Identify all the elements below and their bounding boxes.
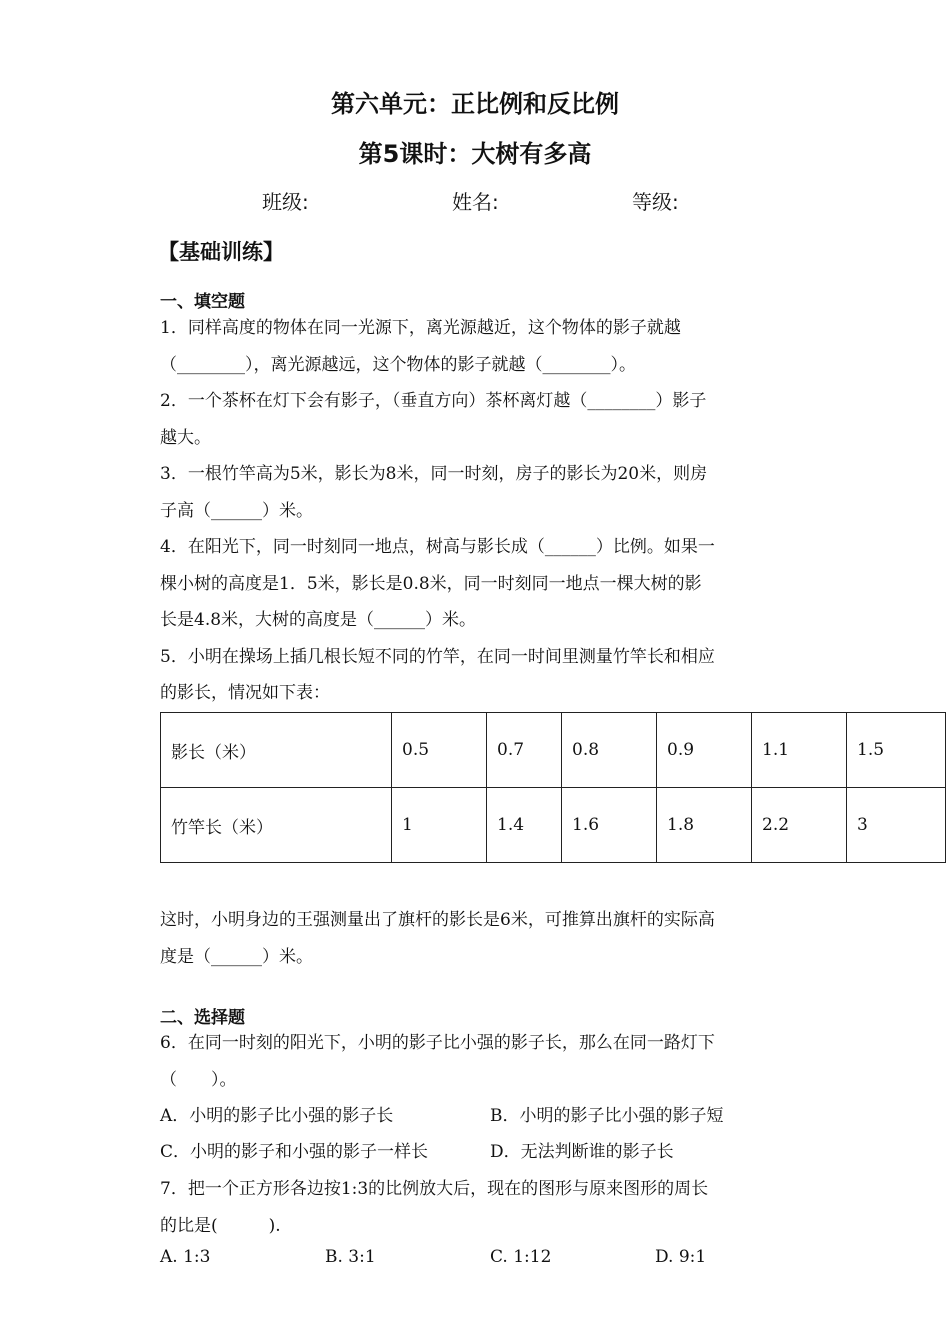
table-cell: 2.2: [752, 788, 847, 863]
text-line: 1．同样高度的物体在同一光源下，离光源越近，这个物体的影子就越: [160, 318, 681, 338]
text-line: 2．一个茶杯在灯下会有影子，（垂直方向）茶杯离灯越（________）影子: [160, 391, 707, 411]
option-7c: C. 1:12: [490, 1247, 552, 1267]
table-cell: 3: [847, 788, 946, 863]
table-cell: 0.5: [392, 713, 487, 788]
text-line: 越大。: [160, 428, 211, 448]
table-cell: 0.9: [657, 713, 752, 788]
option-7d: D. 9:1: [655, 1247, 707, 1267]
table-row: [161, 713, 946, 788]
table-cell: 1.6: [562, 788, 657, 863]
name-label: 姓名:: [452, 190, 499, 214]
text-line: 4．在阳光下，同一时刻同一地点，树高与影长成（______）比例。如果一: [160, 537, 715, 557]
table-cell: 1.8: [657, 788, 752, 863]
table-cell: 影长（米）: [161, 713, 392, 788]
unit-title: 第六单元：正比例和反比例: [331, 90, 619, 118]
choice-heading: 二、选择题: [160, 1008, 245, 1028]
text-line: （________），离光源越远，这个物体的影子就越（________）。: [160, 355, 636, 375]
section-label: 【基础训练】: [158, 240, 284, 264]
text-line: 这时，小明身边的王强测量出了旗杆的影长是6米，可推算出旗杆的实际高: [160, 910, 715, 930]
grade-label: 等级:: [632, 190, 679, 214]
text-line: 5．小明在操场上插几根长短不同的竹竿，在同一时间里测量竹竿长和相应: [160, 647, 715, 667]
table-cell: 1.1: [752, 713, 847, 788]
table-cell: 1.4: [487, 788, 562, 863]
text-line: 棵小树的高度是1．5米，影长是0.8米，同一时刻同一地点一棵大树的影: [160, 574, 702, 594]
text-line: 长是4.8米，大树的高度是（______）米。: [160, 610, 477, 630]
table-cell: 1: [392, 788, 487, 863]
question-6-stem: 6．在同一时刻的阳光下，小明的影子比小强的影子长，那么在同一路灯下: [160, 1033, 715, 1053]
class-label: 班级:: [262, 190, 309, 214]
option-6c: C．小明的影子和小强的影子一样长: [160, 1142, 429, 1162]
option-6a: A．小明的影子比小强的影子长: [160, 1106, 394, 1126]
option-6d: D．无法判断谁的影子长: [490, 1142, 674, 1162]
text-line: 的影长，情况如下表：: [160, 683, 330, 703]
table-cell: 0.8: [562, 713, 657, 788]
lesson-title: 第5课时：大树有多高: [358, 140, 592, 168]
option-6b: B．小明的影子比小强的影子短: [490, 1106, 724, 1126]
text-line: 3．一根竹竿高为5米，影长为8米，同一时刻，房子的影长为20米，则房: [160, 464, 708, 484]
table-cell: 1.5: [847, 713, 946, 788]
question-6-stem: （ ）。: [160, 1070, 237, 1090]
table-cell: 竹竿长（米）: [161, 788, 392, 863]
option-7a: A. 1:3: [160, 1247, 211, 1267]
question-7-stem: 7．把一个正方形各边按1:3的比例放大后，现在的图形与原来图形的周长: [160, 1179, 709, 1199]
data-table: [160, 712, 946, 863]
option-7b: B. 3:1: [325, 1247, 376, 1267]
table-cell: 0.7: [487, 713, 562, 788]
table-row: [161, 788, 946, 863]
text-line: 子高（______）米。: [160, 501, 313, 521]
text-line: 度是（______）米。: [160, 947, 313, 967]
fill-heading: 一、填空题: [160, 292, 245, 312]
question-7-stem: 的比是( ).: [160, 1216, 281, 1236]
